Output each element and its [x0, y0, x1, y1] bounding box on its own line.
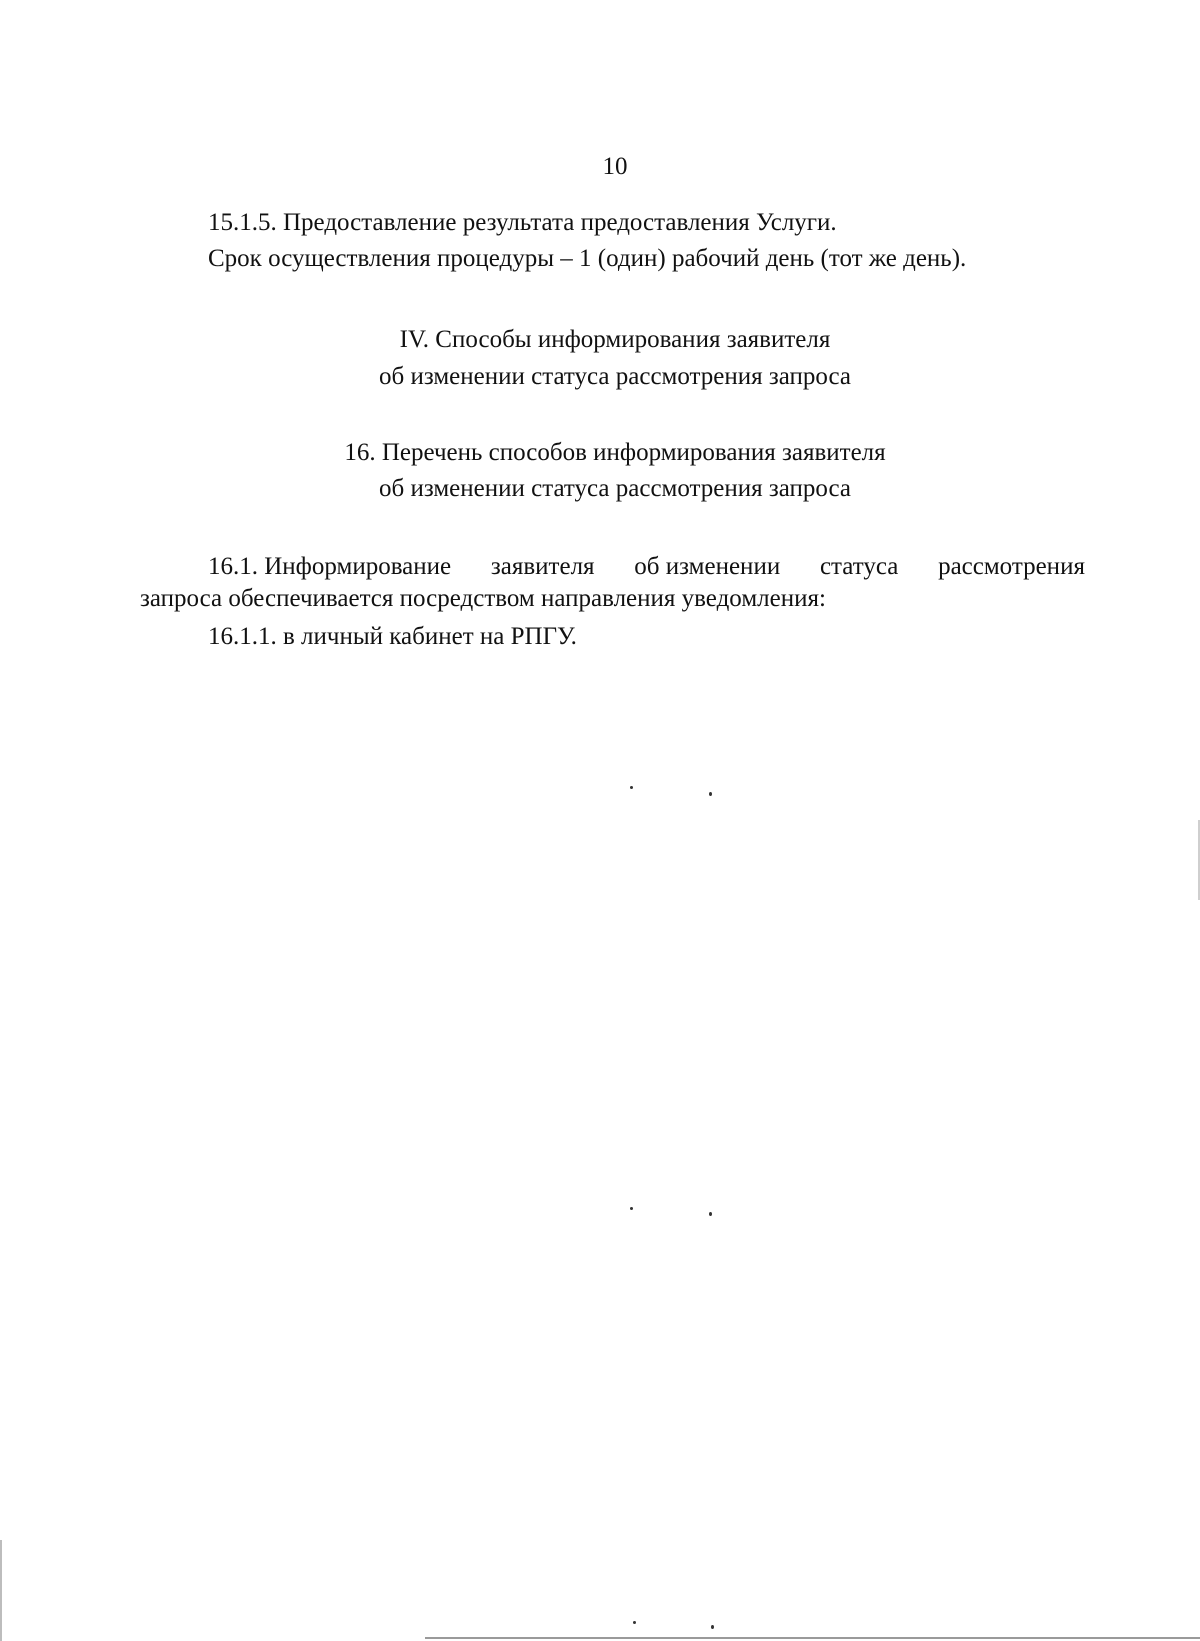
clause-16-1-1: 16.1.1. в личный кабинет на РПГУ.	[208, 623, 577, 650]
section-iv-heading-line2: об изменении статуса рассмотрения запроса	[378, 363, 852, 390]
clause-16-1-word: об изменении	[634, 553, 781, 580]
clause-16-1-word: 16.1. Информирование	[208, 553, 452, 580]
section-16-heading-line2: об изменении статуса рассмотрения запроса	[378, 475, 852, 502]
clause-15-1-5-title: 15.1.5. Предоставление результата предоставления Услуги.	[208, 209, 837, 236]
clause-16-1-line2: запроса обеспечивается посредством направления уведомления:	[140, 585, 826, 612]
scan-edge-left	[0, 1540, 2, 1641]
scan-speck	[633, 1621, 636, 1624]
scan-edge-bottom	[425, 1637, 1200, 1639]
clause-15-1-5-term: Срок осуществления процедуры – 1 (один) рабочий день (тот же день).	[208, 245, 967, 272]
scan-speck	[711, 1625, 714, 1629]
scan-speck	[709, 1212, 712, 1216]
scan-speck	[709, 792, 712, 796]
clause-16-1-word: заявителя	[490, 553, 595, 580]
section-16-heading-line1: 16. Перечень способов информирования заявителя	[344, 439, 886, 466]
page-number: 10	[602, 153, 628, 180]
scan-speck	[630, 786, 633, 789]
scan-speck	[630, 1207, 633, 1210]
clause-16-1-word: статуса	[819, 553, 899, 580]
clause-16-1-line1	[208, 552, 1085, 582]
section-iv-heading-line1: IV. Способы информирования заявителя	[399, 326, 831, 353]
clause-16-1-word: рассмотрения	[938, 553, 1085, 580]
